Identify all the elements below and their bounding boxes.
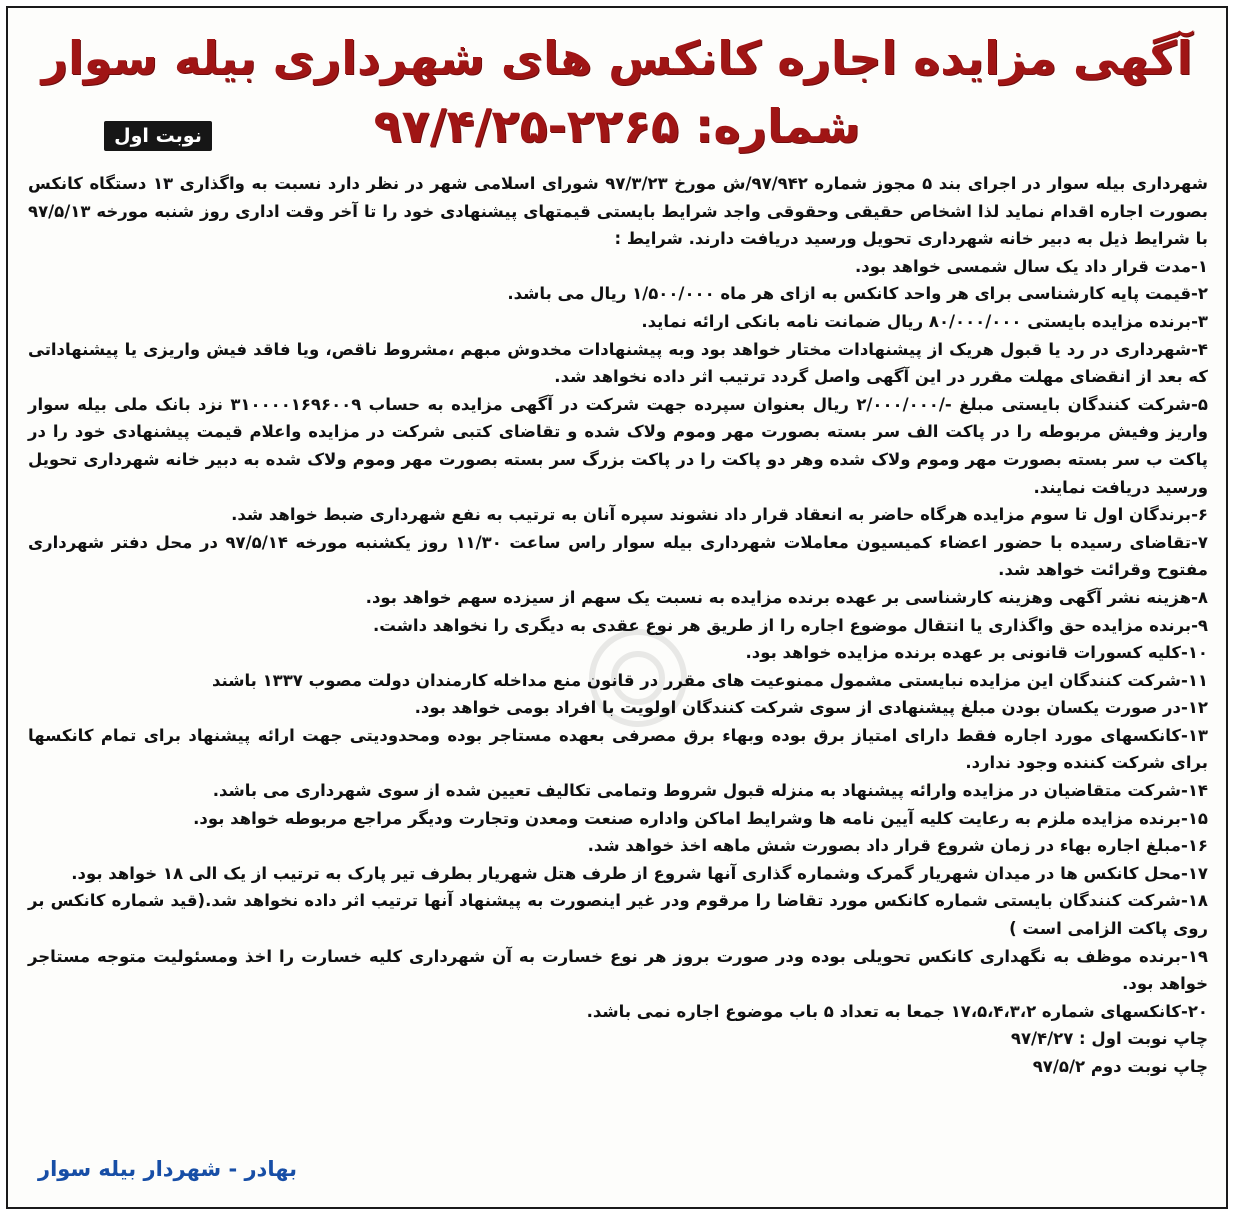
print-date-first: چاپ نوبت اول : ۹۷/۴/۲۷ bbox=[1010, 1029, 1208, 1049]
condition-item: ۲-قیمت پایه کارشناسی برای هر واحد کانکس به ازای هر ماه ۱/۵۰۰/۰۰۰ ریال می باشد. bbox=[507, 284, 1208, 304]
condition-item: ۱۸-شرکت کنندگان بایستی شماره کانکس مورد تقاضا را مرقوم ودر غیر اینصورت به پیشنهاد آنها ترتیب اثر داده نخواهد شد.(قید شماره کانکس بر روی پاکت الزامی است ) bbox=[28, 891, 1208, 939]
notice-title: آگهی مزایده اجاره کانکس های شهرداری بیله سوار bbox=[41, 31, 1193, 85]
condition-item: ۲۰-کانکسهای شماره ۱۷،۵،۴،۳،۲ جمعا به تعداد ۵ باب موضوع اجاره نمی باشد. bbox=[586, 1001, 1208, 1021]
condition-item: ۱۰-کلیه کسورات قانونی بر عهده برنده مزایده خواهد بود. bbox=[745, 643, 1208, 663]
notice-body bbox=[28, 170, 1208, 1081]
condition-item: ۱۷-محل کانکس ها در میدان شهریار گمرک وشماره گذاری آنها شروع از طرف هتل شهریار بطرف تیر پارک به ترتیب از یک الی ۱۸ خواهد بود. bbox=[71, 863, 1208, 883]
condition-item: ۱۹-برنده موظف به نگهداری کانکس تحویلی بوده ودر صورت بروز هر نوع خسارت به آن شهرداری کلیه خسارت را اخذ ومسئولیت متوجه مستاجر خواهد بود. bbox=[28, 946, 1208, 994]
condition-item: ۶-برندگان اول تا سوم مزایده هرگاه حاضر به انعقاد قرار داد نشوند سپره آنان به ترتیب به نفع شهرداری ضبط خواهد شد. bbox=[231, 505, 1208, 525]
condition-item: ۷-تقاضای رسیده با حضور اعضاء کمیسیون معاملات شهرداری بیله سوار راس ساعت ۱۱/۳۰ روز یکشنبه مورخه ۹۷/۵/۱۴ در محل دفتر شهرداری مفتوح وقرائت خواهد شد. bbox=[28, 532, 1208, 580]
condition-item: ۱۱-شرکت کنندگان این مزایده نبایستی مشمول ممنوعیت های مقرر در قانون منع مداخله کارمندان دولت مصوب ۱۳۳۷ باشند bbox=[211, 670, 1208, 690]
condition-item: ۱۲-در صورت یکسان بودن مبلغ پیشنهادی از سوی شرکت کنندگان اولویت با افراد بومی خواهد بود. bbox=[414, 698, 1208, 718]
notice-frame bbox=[6, 6, 1228, 1209]
condition-item: ۹-برنده مزایده حق واگذاری یا انتقال موضوع اجاره را از طریق هر نوع عقدی به دیگری را نخواهد داشت. bbox=[372, 615, 1208, 635]
condition-item: ۱۴-شرکت متقاضیان در مزایده وارائه پیشنهاد به منزله قبول شروط وتمامی تکالیف تعیین شده از سوی شهرداری می باشد. bbox=[212, 781, 1208, 801]
print-date-second: چاپ نوبت دوم ۹۷/۵/۲ bbox=[1032, 1057, 1208, 1076]
condition-item: ۸-هزینه نشر آگهی وهزینه کارشناسی بر عهده برنده مزایده به نسبت یک سهم از سیزده سهم خواهد بود. bbox=[365, 587, 1208, 607]
condition-item: ۴-شهرداری در رد یا قبول هریک از پیشنهادات مختار خواهد بود وبه پیشنهادات مخدوش مبهم ،مشروط ناقص، ویا فاقد فیش واریزی یا پیشنهاداتی که بعد از انقضای مهلت مقرر در این آگهی واصل گردد ترتیب اثر داده نخواهد شد. bbox=[28, 339, 1208, 387]
condition-item: ۵-شرکت کنندگان بایستی مبلغ -/۲/۰۰۰/۰۰۰ ریال بعنوان سپرده جهت شرکت در آگهی مزایده به حساب ۳۱۰۰۰۰۱۶۹۶۰۰۹ نزد بانک ملی بیله سوار واریز وفیش مربوطه را در پاکت الف سر بسته بصورت مهر وموم ولاک شده و تقاضای کتبی شرکت در مزایده واعلام قیمت پیشنهادی خود را در پاکت ب سر بسته بصورت مهر وموم ولاک شده وهر دو پاکت را در پاکت بزرگ سر بسته بصورت مهر وموم ولاک شده به دبیر خانه شهرداری تحویل ورسید دریافت نمایند. bbox=[28, 394, 1208, 497]
condition-item: ۱۵-برنده مزایده ملزم به رعایت کلیه آیین نامه ها وشرایط اماکن واداره صنعت ومعدن وتجارت ودیگر مراجع مربوطه خواهد بود. bbox=[193, 808, 1208, 828]
condition-item: ۱۶-مبلغ اجاره بهاء در زمان شروع قرار داد بصورت شش ماهه اخذ خواهد شد. bbox=[587, 836, 1208, 856]
condition-item: ۱۳-کانکسهای مورد اجاره فقط دارای امتیاز برق بوده وبهاء برق مصرفی بعهده مستاجر بوده ومحدودیتی جهت ارائه پیشنهاد برای تمام کانکسها برای شرکت کننده وجود ندارد. bbox=[28, 725, 1208, 773]
notice-intro: شهرداری بیله سوار در اجرای بند ۵ مجوز شماره ۹۷/۹۴۲/ش مورخ ۹۷/۳/۲۳ شورای اسلامی شهر در نظر دارد نسبت به واگذاری ۱۳ دستگاه کانکس بصورت اجاره اقدام نماید لذا اشخاص حقیقی وحقوقی واجد شرایط بایستی قیمتهای پیشنهادی خود را تا آخر وقت اداری روز شنبه مورخه ۹۷/۵/۱۳ با شرایط ذیل به دبیر خانه شهرداری تحویل ورسید دریافت دارند. شرایط : bbox=[28, 174, 1208, 249]
mayor-signature: بهادر - شهردار بیله سوار bbox=[38, 1157, 297, 1181]
condition-item: ۳-برنده مزایده بایستی ۸۰/۰۰۰/۰۰۰ ریال ضمانت نامه بانکی ارائه نماید. bbox=[641, 311, 1208, 331]
edition-badge: نوبت اول bbox=[104, 121, 212, 151]
condition-item: ۱-مدت قرار داد یک سال شمسی خواهد بود. bbox=[854, 256, 1208, 276]
notice-number: شماره: ۲۲۶۵-۹۷/۴/۲۵ bbox=[373, 99, 861, 153]
